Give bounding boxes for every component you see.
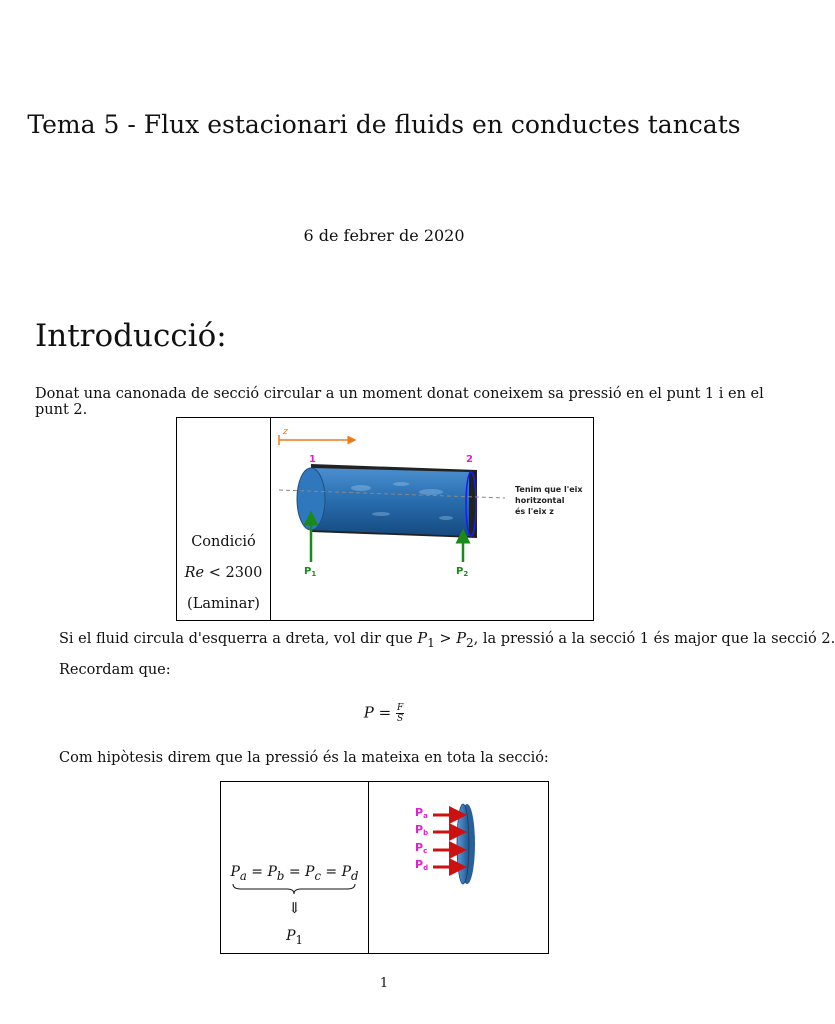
figure-pipe-table xyxy=(176,417,594,621)
eq-sign-2: = xyxy=(284,864,306,880)
underbrace xyxy=(221,882,368,896)
eq-sub-a: a xyxy=(239,868,247,883)
document-title: Tema 5 - Flux estacionari de fluids en conductes tancats xyxy=(27,110,741,139)
axis-note: Tenim que l'eix horitzontal és l'eix z xyxy=(515,485,583,516)
pressure-formula xyxy=(0,703,768,724)
formula-eq: = xyxy=(373,703,396,722)
eq-sign-1: = xyxy=(246,864,268,880)
eq-sub-c: c xyxy=(314,868,321,883)
pressure-labels xyxy=(415,806,428,872)
point-1-label: 1 xyxy=(309,454,316,465)
pipe-diagram xyxy=(271,418,593,620)
svg-text:Pb: Pb xyxy=(415,823,429,837)
eq-pc: P xyxy=(305,864,315,880)
flow-p1: P xyxy=(417,631,428,647)
document-date: 6 de febrer de 2020 xyxy=(303,226,465,245)
re-relation: < 2300 xyxy=(204,565,263,581)
result-p: P xyxy=(286,928,296,944)
section-disc-diagram xyxy=(369,782,548,953)
implies-arrow: ⇓ xyxy=(288,899,301,917)
flow-text-a: Si el fluid circula d'esquerra a dreta, vol dir que xyxy=(59,631,418,647)
flow-sub2: 2 xyxy=(465,635,474,650)
laminar-label: (Laminar) xyxy=(187,596,260,612)
result-sub: 1 xyxy=(295,932,303,947)
formula-numerator: F xyxy=(396,703,404,713)
paragraph-hypothesis: Com hipòtesis direm que la pressió és la mateixa en tota la secció: xyxy=(59,750,549,766)
paragraph-intro: Donat una canonada de secció circular a un moment donat coneixem sa pressió en el punt 1 i en el punt 2. xyxy=(35,386,764,418)
eq-pa: P xyxy=(230,864,240,880)
eq-pd: P xyxy=(341,864,352,880)
flow-sub1: 1 xyxy=(427,635,435,650)
formula-fraction xyxy=(396,703,404,724)
figure-section-table xyxy=(220,781,549,954)
flow-p2: P xyxy=(456,631,466,647)
eq-sign-3: = xyxy=(320,864,342,880)
formula-denominator: S xyxy=(397,714,404,724)
svg-text:Pa: Pa xyxy=(415,806,428,820)
eq-sub-d: d xyxy=(351,868,359,883)
p2-label: $P_2$ xyxy=(456,566,469,578)
condition-label: Condició xyxy=(191,534,256,550)
reynolds-condition xyxy=(177,565,270,581)
pressure-equality xyxy=(221,864,368,883)
paragraph-flow xyxy=(59,631,835,650)
section-heading: Introducció: xyxy=(35,318,227,354)
z-axis-label: z xyxy=(283,427,288,437)
re-symbol: Re xyxy=(184,565,205,581)
result-p1 xyxy=(221,928,368,947)
pipe-body xyxy=(311,468,469,536)
eq-pb: P xyxy=(267,864,277,880)
p1-label: $P_1$ xyxy=(304,566,317,578)
point-2-label: 2 xyxy=(466,454,473,465)
page-number: 1 xyxy=(379,976,389,991)
svg-text:Pc: Pc xyxy=(415,841,428,855)
flow-text-b: , la pressió a la secció 1 és major que la secció 2. xyxy=(473,631,835,647)
formula-lhs: P xyxy=(363,703,374,722)
paragraph-recall: Recordam que: xyxy=(59,662,171,678)
flow-gt: > xyxy=(434,631,457,647)
svg-text:Pd: Pd xyxy=(415,858,429,872)
eq-sub-b: b xyxy=(276,868,285,883)
